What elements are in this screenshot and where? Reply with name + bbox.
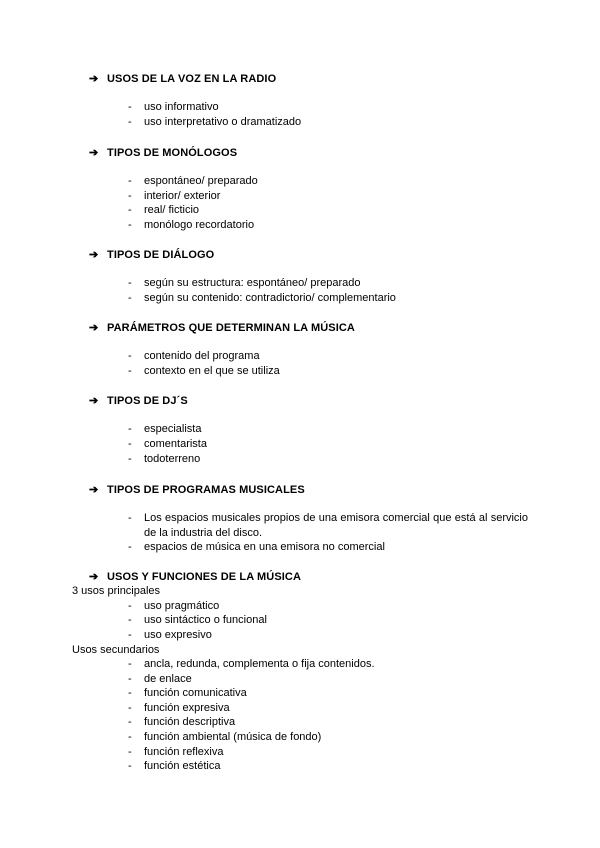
arrow-right-icon: ➔ [89,322,99,334]
section-heading: ➔ USOS Y FUNCIONES DE LA MÚSICA [89,571,301,583]
arrow-right-icon: ➔ [89,395,99,407]
arrow-right-icon: ➔ [89,147,99,159]
arrow-right-icon: ➔ [89,571,99,583]
document-page: ➔ USOS DE LA VOZ EN LA RADIO - uso informativo - uso interpretativo o dramatizado ➔ TIPOS DE MONÓLOGOS - espontáneo/ preparado - interior/ exterior - real/ ficticio - monólogo recordatorio ➔ TIPOS DE DIÁLOGO - según su estructura: espontáneo/ preparado - según su contenido: contradictorio/ complementario ➔ PARÁMETROS QUE DETERMINAN LA MÚSICA - contenido del programa - contexto en el que se utiliza ➔ TIPOS DE DJ´S - especialista - comentarista - todoterreno ➔ TIPOS DE PROGRAMAS MUSICALES - Los espacios musicales propios de una emisora comercial que está al servicio de la industria del disco. - espacios de música en una emisora no comercial ➔ USOS Y FUNCIONES DE LA MÚSICA 3 usos principales - uso pragmático - uso sintáctico o funcional - uso expresivo Usos secundarios - ancla, redunda, complementa o fija contenidos. - de enlace - función comunicativa - función expresiva - función descriptiva - función ambiental (música de fondo) - función reflexiva - función estética [72,73,528,772]
list-item: - Los espacios musicales propios de una emisora comercial que está al servicio de la industria del disco. [128,512,528,539]
section-heading: ➔ PARÁMETROS QUE DETERMINAN LA MÚSICA [89,322,355,334]
section-heading: ➔ TIPOS DE MONÓLOGOS [89,147,238,159]
section-heading: ➔ TIPOS DE DIÁLOGO [89,249,215,261]
arrow-right-icon: ➔ [89,73,99,85]
section-heading: ➔ TIPOS DE PROGRAMAS MUSICALES [89,484,305,496]
section-heading: ➔ TIPOS DE DJ´S [89,395,188,407]
section-heading: ➔ USOS DE LA VOZ EN LA RADIO [89,73,277,85]
arrow-right-icon: ➔ [89,249,99,261]
arrow-right-icon: ➔ [89,484,99,496]
group-label: 3 usos principales [72,585,161,597]
group-label: Usos secundarios [72,644,160,656]
